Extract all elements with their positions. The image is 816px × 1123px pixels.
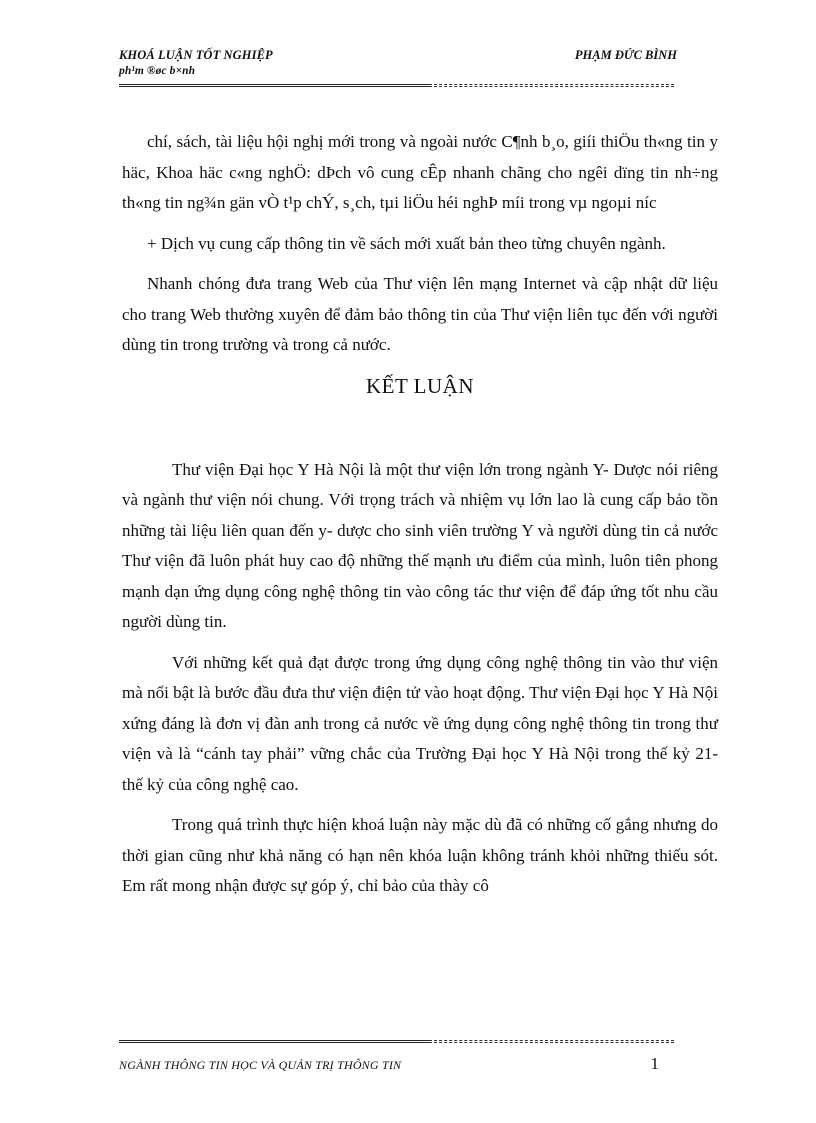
header-divider-dashed bbox=[429, 84, 674, 87]
page-body bbox=[122, 127, 718, 902]
thesis-title: KHOÁ LUẬN TỐT NGHIỆP bbox=[119, 48, 273, 62]
footer-divider-dashed bbox=[429, 1040, 674, 1043]
paragraph-service-bullet: + Dịch vụ cung cấp thông tin về sách mới xuất bản theo từng chuyên ngành. bbox=[147, 233, 666, 253]
header-divider-solid bbox=[119, 84, 429, 87]
page-footer bbox=[119, 1040, 689, 1080]
paragraph-web-publishing: Nhanh chóng đưa trang Web của Thư viện lên mạng Internet và cập nhật dữ liệu cho trang Web thường xuyên để đảm bảo thông tin của Thư viện liên tục đến với người dùng tin trong trường và trong cả nước. bbox=[122, 274, 718, 354]
footer-department: NGÀNH THÔNG TIN HỌC VÀ QUẢN TRỊ THÔNG TIN bbox=[119, 1058, 402, 1072]
footer-divider-solid bbox=[119, 1040, 429, 1043]
conclusion-paragraph-2: Với những kết quả đạt được trong ứng dụng công nghệ thông tin vào thư viện mà nổi bật là bước đầu đưa thư viện điện tử vào hoạt động. Thư viện Đại học Y Hà Nội xứng đáng là đơn vị đàn anh trong cả nước về ứng dụng công nghệ thông tin trong thư viện và là “cánh tay phải” vững chắc của Trường Đại học Y Hà Nội trong thế kỷ 21- thế kỷ của công nghệ cao. bbox=[122, 652, 718, 794]
header-divider bbox=[119, 84, 674, 89]
paragraph-legacy-encoded: chí, sách, tài liệu hội nghị mới trong và ngoài nước C¶nh b¸o, giíi thiÖu th«ng tin y häc, Khoa häc c«ng nghÖ: dÞch vô cung cÊp nhanh chãng cho ngêi dïng tin nh÷ng th«ng tin ng¾n gän vÒ t¹p chÝ, s¸ch, tµi liÖu héi nghÞ míi trong vµ ngoµi níc bbox=[122, 132, 718, 212]
page-number: 1 bbox=[650, 1054, 659, 1073]
section-heading-conclusion: KẾT LUẬN bbox=[365, 373, 474, 398]
footer-divider bbox=[119, 1040, 674, 1045]
author-name: PHẠM ĐỨC BÌNH bbox=[574, 48, 677, 62]
conclusion-paragraph-1: Thư viện Đại học Y Hà Nội là một thư viện lớn trong ngành Y- Dược nói riêng và ngành thư viện nói chung. Với trọng trách và nhiệm vụ lớn lao là cung cấp bảo tồn những tài liệu liên quan đến y- dược cho sinh viên trường Y và người dùng tin cả nước Thư viện đã luôn phát huy cao độ những thế mạnh ưu điểm của mình, luôn tiên phong mạnh dạn ứng dụng công nghệ thông tin vào công tác thư viện để đáp ứng tốt nhu cầu người dùng tin. bbox=[122, 459, 718, 631]
author-legacy-encoding: ph¹m ®øc b×nh bbox=[119, 65, 196, 77]
page-header bbox=[119, 47, 689, 97]
header-left bbox=[119, 47, 273, 79]
conclusion-paragraph-3: Trong quá trình thực hiện khoá luận này mặc dù đã có những cố gắng nhưng do thời gian cũng như khả năng có hạn nên khóa luận không tránh khỏi những thiếu sót. Em rất mong nhận được sự góp ý, chỉ bảo của thày cô bbox=[122, 815, 718, 895]
